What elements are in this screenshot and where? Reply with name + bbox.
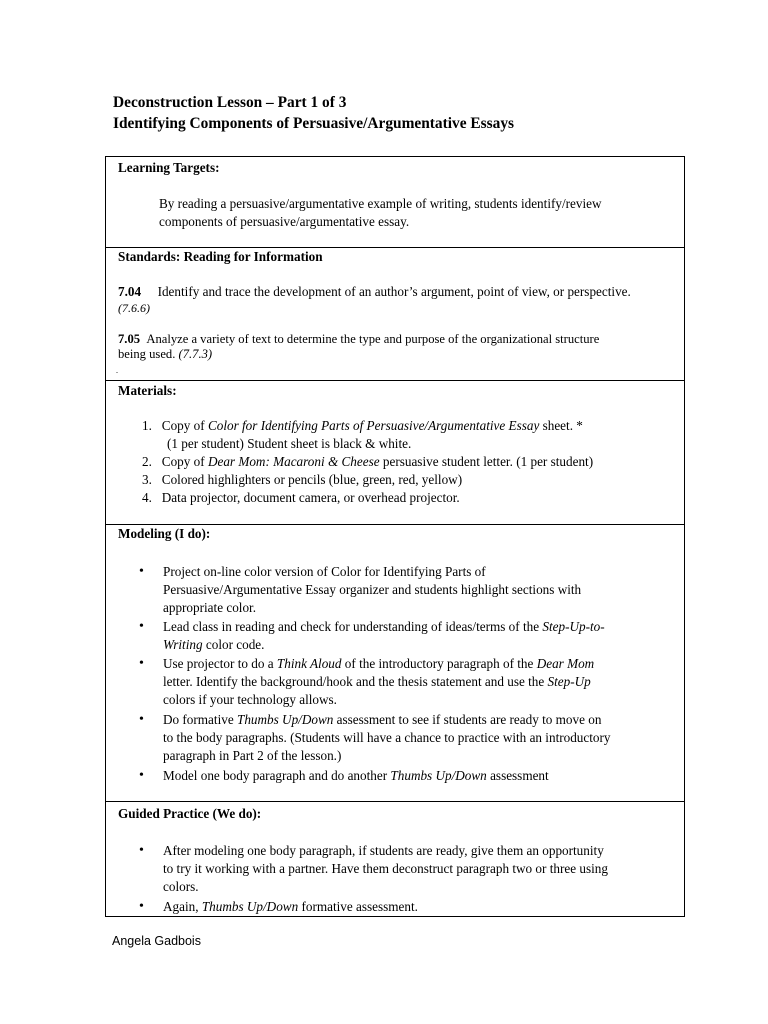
standard-705-line2: being used. (7.7.3)	[118, 347, 213, 361]
learning-targets-section	[105, 156, 685, 248]
standard-704	[118, 283, 631, 301]
document-subtitle: Identifying Components of Persuasive/Argumentative Essays	[113, 115, 515, 132]
document-title: Deconstruction Lesson – Part 1 of 3	[113, 94, 347, 111]
modeling-bullet-1-line2: Persuasive/Argumentative Essay organizer and students highlight sections with	[163, 582, 582, 597]
modeling-bullet-5: • Model one body paragraph and do another Thumbs Up/Down assessment	[163, 767, 549, 785]
modeling-bullet-4: • Do formative Thumbs Up/Down assessment to see if students are ready to move on	[163, 711, 601, 729]
standard-704-ref: (7.6.6)	[118, 301, 150, 315]
standard-705-text: Analyze a variety of text to determine the type and purpose of the organizational structure	[146, 332, 600, 346]
materials-item-3: 3. Colored highlighters or pencils (blue, green, red, yellow)	[142, 472, 463, 487]
materials-item-4: 4. Data projector, document camera, or overhead projector.	[142, 490, 460, 505]
guided-bullet-1-line3: colors.	[163, 879, 199, 894]
materials-heading: Materials:	[118, 383, 177, 398]
modeling-bullet-4-line3: paragraph in Part 2 of the lesson.)	[163, 748, 342, 763]
modeling-bullet-2: • Lead class in reading and check for understanding of ideas/terms of the Step-Up-to-	[163, 618, 605, 636]
guided-bullet-2: • Again, Thumbs Up/Down formative assessment.	[163, 898, 418, 916]
guided-practice-heading: Guided Practice (We do):	[118, 806, 262, 821]
modeling-bullet-4-line2: to the body paragraphs. (Students will have a chance to practice with an introductory	[163, 730, 611, 745]
modeling-bullet-2-line2: Writing color code.	[163, 637, 265, 652]
standards-section	[105, 248, 685, 381]
guided-bullet-1-line2: to try it working with a partner. Have them deconstruct paragraph two or three using	[163, 861, 608, 876]
materials-section	[105, 381, 685, 525]
standard-705-number: 7.05	[118, 332, 141, 346]
materials-item-1-line2: (1 per student) Student sheet is black & white.	[167, 436, 412, 451]
modeling-heading: Modeling (I do):	[118, 526, 211, 541]
standard-704-text: Identify and trace the development of an author’s argument, point of view, or perspective.	[157, 284, 631, 299]
learning-targets-heading: Learning Targets:	[118, 160, 220, 175]
standards-heading: Standards: Reading for Information	[118, 249, 323, 264]
materials-item-1: 1. Copy of Color for Identifying Parts of Persuasive/Argumentative Essay sheet. *	[142, 418, 583, 433]
modeling-bullet-3: • Use projector to do a Think Aloud of the introductory paragraph of the Dear Mom	[163, 655, 594, 673]
modeling-section	[105, 525, 685, 802]
modeling-bullet-3-line2: letter. Identify the background/hook and the thesis statement and use the Step-Up	[163, 674, 591, 689]
stray-dot: .	[116, 366, 118, 375]
footer-author: Angela Gadbois	[112, 934, 201, 948]
standard-704-number: 7.04	[118, 284, 142, 299]
guided-bullet-1: • After modeling one body paragraph, if students are ready, give them an opportunity	[163, 842, 604, 860]
learning-targets-text-line1: By reading a persuasive/argumentative example of writing, students identify/review	[159, 196, 602, 211]
modeling-bullet-3-line3: colors if your technology allows.	[163, 692, 337, 707]
learning-targets-text-line2: components of persuasive/argumentative essay.	[159, 214, 410, 229]
materials-item-2: 2. Copy of Dear Mom: Macaroni & Cheese persuasive student letter. (1 per student)	[142, 454, 594, 469]
modeling-bullet-1: • Project on-line color version of Color for Identifying Parts of	[163, 563, 486, 581]
modeling-bullet-1-line3: appropriate color.	[163, 600, 257, 615]
guided-practice-section	[105, 802, 685, 917]
